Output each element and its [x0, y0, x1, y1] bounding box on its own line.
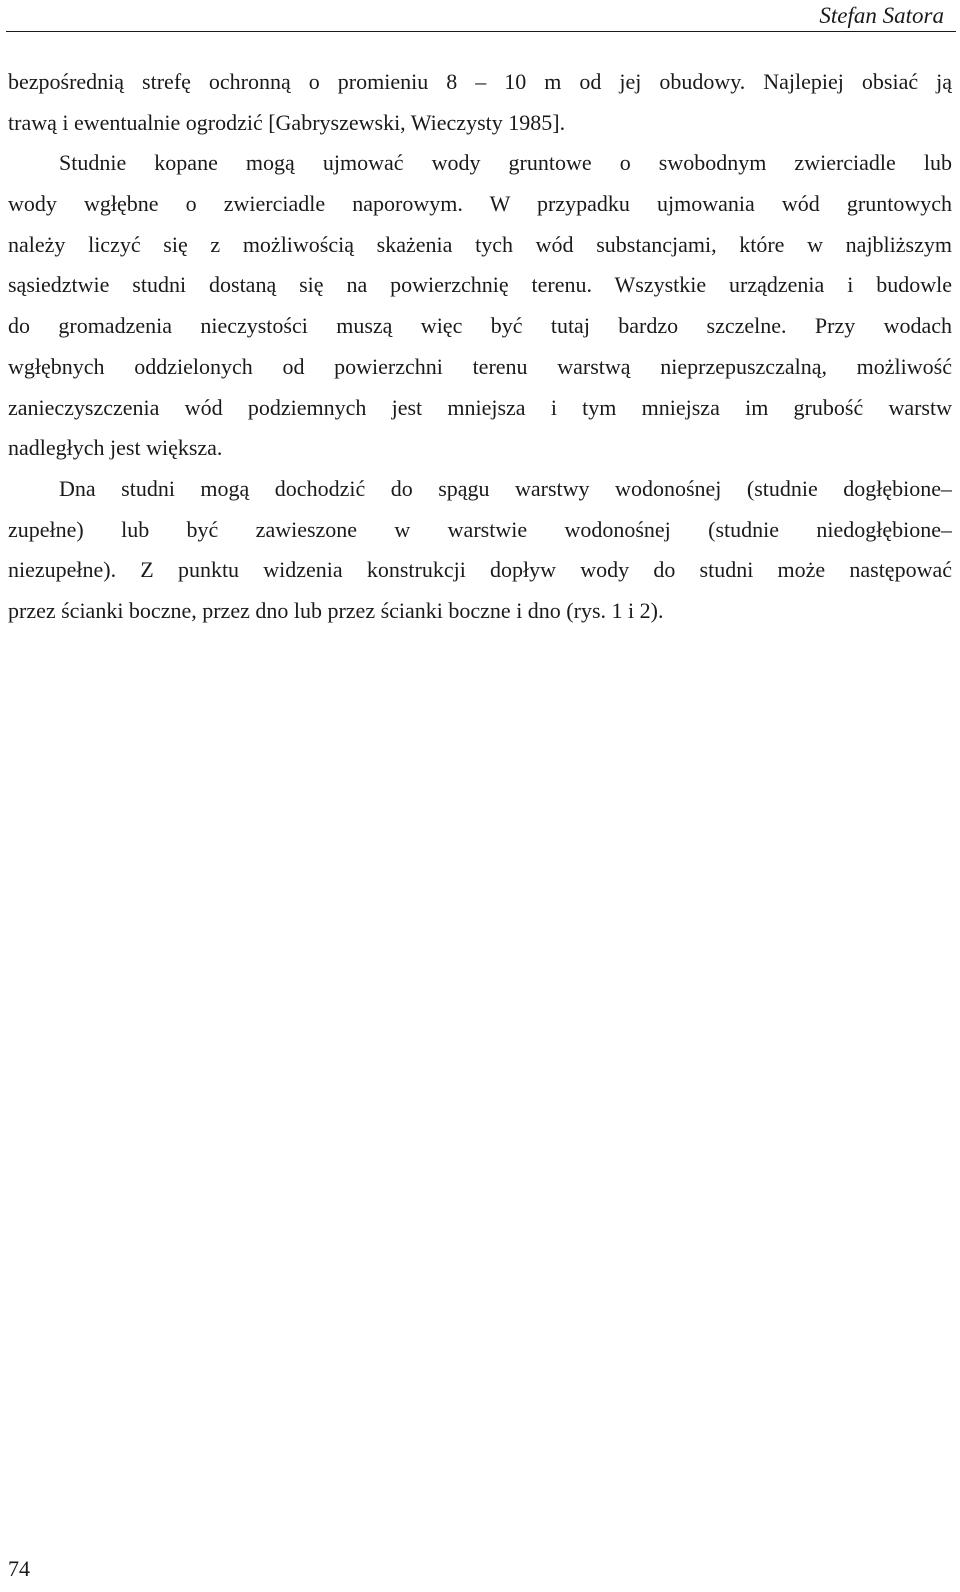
running-header	[0, 0, 960, 32]
body-text	[8, 62, 952, 632]
text-line: trawą i ewentualnie ogrodzić [Gabryszewski, Wieczysty 1985].	[8, 109, 566, 135]
text-line: należy liczyć się z możliwością skażenia tych wód substancjami, które w najbliższym	[8, 231, 952, 257]
text-line: przez ścianki boczne, przez dno lub przez ścianki boczne i dno (rys. 1 i 2).	[8, 597, 664, 623]
text-line: sąsiedztwie studni dostaną się na powierzchnię terenu. Wszystkie urządzenia i budowle	[8, 272, 952, 298]
running-header-title: Stefan Satora	[819, 3, 944, 28]
text-line: Dna studni mogą dochodzić do spągu warstwy wodonośnej (studnie dogłębione–	[59, 475, 952, 501]
text-line: do gromadzenia nieczystości muszą więc być tutaj bardzo szczelne. Przy wodach	[8, 313, 952, 339]
text-line: nadległych jest większa.	[8, 435, 223, 461]
text-line: bezpośrednią strefę ochronną o promieniu 8 – 10 m od jej obudowy. Najlepiej obsiać ją	[8, 69, 952, 94]
text-line: wgłębnych oddzielonych od powierzchni terenu warstwą nieprzepuszczalną, możliwość	[8, 353, 952, 379]
page-number: 74	[8, 1556, 30, 1581]
text-line: niezupełne). Z punktu widzenia konstrukcji dopływ wody do studni może następować	[8, 557, 952, 583]
text-line: wody wgłębne o zwierciadle naporowym. W przypadku ujmowania wód gruntowych	[8, 191, 952, 217]
header-rule	[6, 31, 956, 32]
text-line: zupełne) lub być zawieszone w warstwie wodonośnej (studnie niedogłębione–	[8, 516, 952, 542]
text-line: Studnie kopane mogą ujmować wody gruntowe o swobodnym zwierciadle lub	[59, 150, 952, 176]
text-line: zanieczyszczenia wód podziemnych jest mniejsza i tym mniejsza im grubość warstw	[8, 394, 952, 420]
